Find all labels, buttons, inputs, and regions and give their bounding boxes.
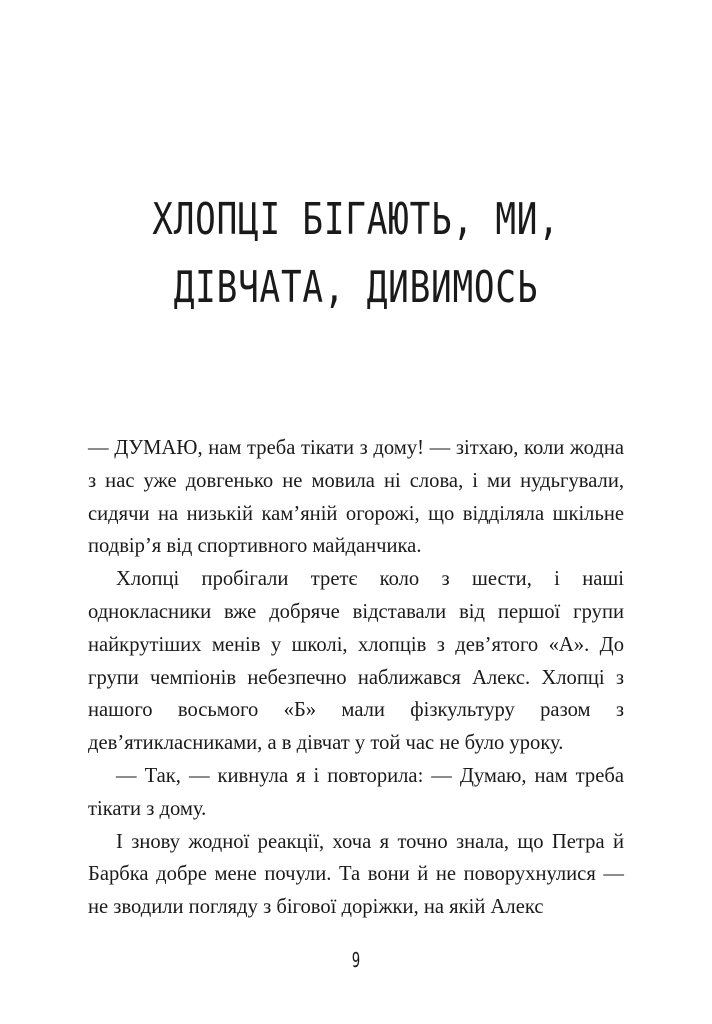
- chapter-title-line-2: ДІВЧАТА, ДИВИМОСЬ: [173, 262, 539, 313]
- chapter-title: [78, 186, 633, 322]
- paragraph-4: І знову жодної реакції, хоча я точно знала, що Петра й Барбка добре мене почули. Та вони й не поворухнулися — не зводили погляду з бігової доріжки, на якій Алекс: [88, 830, 624, 919]
- body-text: [88, 432, 624, 924]
- paragraph-2: Хлопці пробігали третє коло з шести, і наші однокласники вже добряче відставали від першої групи найкрутіших менів у школі, хлопців з дев’ятого «А». До групи чемпіонів небезпечно наближався Алекс. Хлопці з нашого восьмого «Б» мали фізкультуру разом з дев’ятикласниками, а в дівчат у той час не було уроку.: [88, 568, 624, 755]
- page-number: 9: [351, 948, 361, 972]
- chapter-title-line-1: ХЛОПЦІ БІГАЮТЬ, МИ,: [152, 194, 560, 245]
- paragraph-3: — Так, — кивнула я і повторила: — Думаю, нам треба тікати з дому.: [88, 764, 624, 820]
- paragraph-1: — ДУМАЮ, нам треба тікати з дому! — зітхаю, коли жодна з нас уже довгенько не мовила ні слова, і ми нудьгували, сидячи на низькій кам’яній огорожі, що відділяла шкільне подвір’я від спортивного майданчика.: [88, 437, 624, 558]
